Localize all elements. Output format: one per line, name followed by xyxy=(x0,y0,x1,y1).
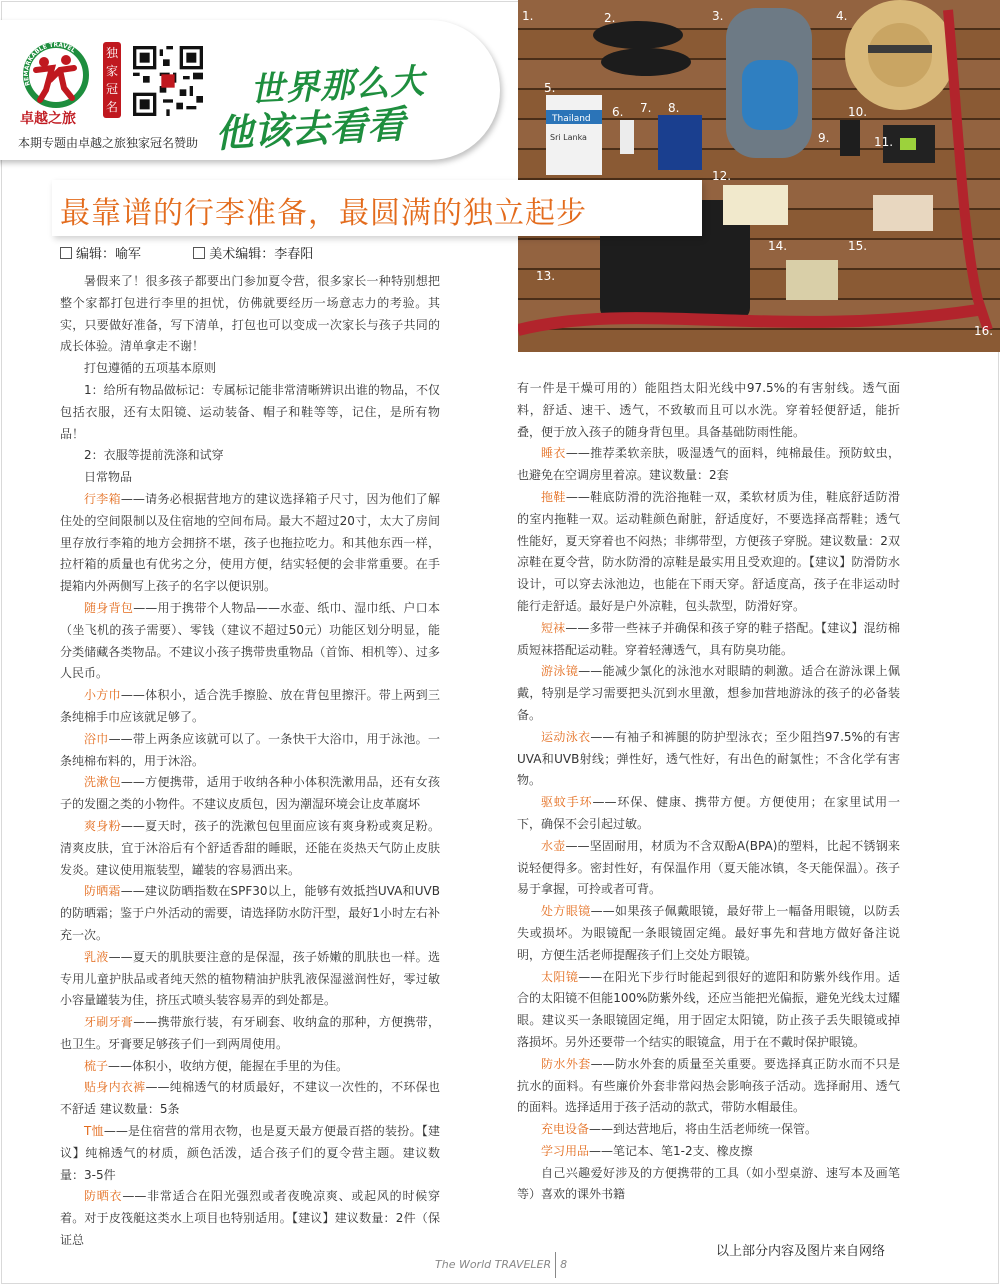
qr-code xyxy=(133,46,203,116)
item-number: 14. xyxy=(768,239,788,253)
item-number: 4. xyxy=(836,9,848,23)
paragraph-text: ——鞋底防滑的洗浴拖鞋一双，柔软材质为佳，鞋底舒适防滑的室内拖鞋一双。运动鞋颜色耐脏，舒适度好，不要选择高帮鞋；透气性能好，夏天穿着也不闷热；非绑带型，方便孩子穿脱。建议数量：2双 凉鞋在夏令营，防水防滑的凉鞋是最实用且受欢迎的。【建议】防滑防水设计，可以穿去泳池边，也能在下雨天穿。舒适度高，孩子在非运动时能行走舒适。最好是户外凉鞋，包头款型，防滑好穿。 xyxy=(517,489,900,613)
art-editor-name: 美术编辑：李春阳 xyxy=(209,247,314,262)
logo-text: 卓越之旅 xyxy=(20,111,76,127)
article-paragraph xyxy=(60,1056,440,1078)
sponsor-banner xyxy=(0,0,500,165)
article-title: 最靠谱的行李准备，最圆满的独立起步 xyxy=(60,196,587,231)
paragraph-text: ——夏天的肌肤要注意的是保湿，孩子娇嫩的肌肤也一样。选专用儿童护肤品或者纯天然的植物精油护肤乳液保湿滋润性好，零过敏小容量罐装为佳，挤压式喷头装容易弄的到处都是。 xyxy=(60,949,440,1008)
article-paragraph xyxy=(60,816,440,881)
slogan xyxy=(214,58,475,156)
right-column xyxy=(517,378,900,1206)
article-paragraph xyxy=(60,947,440,1012)
item-keyword: 随身背包 xyxy=(84,600,134,615)
item-number: 6. xyxy=(612,105,624,119)
item-keyword: 太阳镜 xyxy=(541,969,579,984)
article-paragraph xyxy=(517,901,900,966)
item-number: 8. xyxy=(668,101,680,115)
left-column xyxy=(60,271,440,1252)
flip-flop-2 xyxy=(601,48,691,76)
paragraph-text: ——携带旅行装，有牙刷套、收纳盒的那种，方便携带，也卫生。牙膏要足够孩子们一到两周使用。 xyxy=(60,1015,440,1051)
item-keyword: 学习用品 xyxy=(541,1143,590,1158)
item-keyword: 牙刷牙膏 xyxy=(84,1015,134,1030)
article-paragraph xyxy=(517,443,900,487)
item-keyword: 小方巾 xyxy=(84,688,121,703)
source-note: 以上部分内容及图片来自网络 xyxy=(716,1244,886,1259)
article-paragraph xyxy=(517,836,900,901)
map xyxy=(723,185,788,225)
slogan-line2: 他该去看看 xyxy=(214,102,407,156)
slogan-line1: 世界那么大 xyxy=(249,61,427,111)
editor-credits xyxy=(60,243,313,262)
paragraph-text: ——请务必根据营地方的建议选择箱子尺寸，因为他们了解住处的空间限制以及住宿地的空间布局。最大不超过20寸，太大了房间里存放行李箱的地方会拥挤不堪，孩子也拖拉吃力。和其他东西一样，拉杆箱的质量也有优劣之分，使用方便，结实轻便的会非常重要。在手提箱内外两侧写上孩子的名字以便识别。 xyxy=(60,491,440,594)
article-paragraph xyxy=(60,467,440,489)
paragraph-text: ——能减少氯化的泳池水对眼睛的刺激。适合在游泳课上佩戴，特别是学习需要把头沉到水里激，想参加营地游泳的孩子的必备装备。 xyxy=(517,664,900,722)
item-number: 15. xyxy=(848,239,868,253)
article-paragraph xyxy=(517,1054,900,1119)
article-paragraph xyxy=(517,967,900,1054)
item-number: 3. xyxy=(712,9,724,23)
article-paragraph xyxy=(60,772,440,816)
paragraph-text: 2：衣服等提前洗涤和试穿 xyxy=(84,448,224,463)
sponsor-line: 本期专题由卓越之旅独家冠名赞助 xyxy=(18,136,199,150)
item-keyword: 防晒霜 xyxy=(84,884,121,899)
paragraph-text: ——坚固耐用，材质为不含双酚A(BPA)的塑料，比起不锈钢来说轻便得多。密封性好，有保温作用（夏天能冰镇，冬天能保温）。孩子易于拿握，可拎或者可背。 xyxy=(517,838,900,897)
paragraph-text: ——在阳光下步行时能起到很好的遮阳和防紫外线作用。适合的太阳镜不但能100%防紫外线，还应当能把光偏振，避免光线太过耀眼。建议买一条眼镜固定绳，用于固定太阳镜，防止孩子丢失眼镜或掉落损坏。另外还要带一个结实的眼镜盒，用于在不戴时保护眼镜。 xyxy=(517,969,900,1049)
item-keyword: 梳子 xyxy=(84,1058,109,1073)
item-keyword: 浴巾 xyxy=(84,731,109,746)
title-box xyxy=(52,180,702,236)
item-keyword: 驱蚊手环 xyxy=(541,795,593,810)
paragraph-text: 1：给所有物品做标记：专属标记能非常清晰辨识出谁的物品，不仅包括衣服，还有太阳镜、运动装备、帽子和鞋等等，记住，是所有物品！ xyxy=(60,382,440,441)
article-paragraph xyxy=(60,1121,440,1186)
passport-case xyxy=(658,115,702,170)
phone xyxy=(840,120,860,156)
paragraph-text: ——夏天时，孩子的洗漱包包里面应该有爽身粉或爽足粉。清爽皮肤，宜于沐浴后有个舒适香甜的睡眠，还能在炎热天气防止皮肤发炎。建议使用瓶装型，罐装的容易洒出来。 xyxy=(60,818,440,877)
documents xyxy=(786,260,838,300)
article-paragraph xyxy=(60,729,440,773)
svg-text:REMARKABLE TRAVEL: REMARKABLE TRAVEL xyxy=(22,41,77,87)
item-number: 7. xyxy=(640,101,652,115)
paragraph-text: ——到达营地后，将由生活老师统一保管。 xyxy=(589,1122,818,1137)
paragraph-text: ——非常适合在阳光强烈或者夜晚凉爽、或起风的时候穿着。对于皮筏艇这类水上项目也特别适用。【建议】建议数量：2件（保证总 xyxy=(60,1189,440,1248)
footer-divider xyxy=(555,1252,556,1278)
item-keyword: 拖鞋 xyxy=(541,489,566,504)
paragraph-text: ——带上两条应该就可以了。一条快干大浴巾，用于泳池。一条纯棉布料的，用于沐浴。 xyxy=(60,731,440,768)
cash xyxy=(873,195,933,231)
item-keyword: 乳液 xyxy=(84,949,109,964)
item-keyword: 贴身内衣裤 xyxy=(84,1080,146,1095)
sanitizer-bottle xyxy=(620,120,634,154)
article-paragraph xyxy=(517,727,900,792)
article-paragraph xyxy=(517,487,900,618)
paragraph-text: 有一件是干燥可用的）能阻挡太阳光线中97.5%的有害射线。透气面料，舒适、速干、透气，不致敏而且可以水洗。穿着轻便舒适，能折叠，便于放入孩子的随身背包里。具备基础防雨性能。 xyxy=(517,381,900,439)
paragraph-text: ——方便携带，适用于收纳各种小体积洗漱用品，还有女孩子的发圈之类的小物件。不建议皮质包，因为潮湿环境会让皮革腐坏 xyxy=(60,775,440,812)
item-number: 11. xyxy=(874,135,894,149)
article-paragraph xyxy=(60,1012,440,1056)
paragraph-text: ——用于携带个人物品——水壶、纸巾、湿巾纸、户口本（坐飞机的孩子需要）、零钱（建议不超过50元）功能区划分明显，能分类储藏各类物品。不建议小孩子携带贵重物品（首饰、相机等）、过多人民币。 xyxy=(60,600,440,681)
item-keyword: 游泳镜 xyxy=(541,664,579,679)
item-keyword: 防水外套 xyxy=(541,1056,591,1071)
paragraph-text: ——笔记本、笔1-2支、橡皮擦 xyxy=(589,1143,753,1158)
article-paragraph xyxy=(60,271,440,358)
paragraph-text: ——建议防晒指数在SPF30以上，能够有效抵挡UVA和UVB的防晒霜；鉴于户外活动的需要，请选择防水防汗型，最好1小时左右补充一次。 xyxy=(60,884,440,942)
article-paragraph xyxy=(60,598,440,685)
paragraph-text: ——体积小，适合洗手擦脸、放在背包里擦汗。带上两到三条纯棉手巾应该就足够了。 xyxy=(60,688,440,724)
page-number: 8 xyxy=(560,1258,568,1271)
paragraph-text: ——如果孩子佩戴眼镜，最好带上一幅备用眼镜，以防丢失或损坏。为眼镜配一条眼镜固定绳。最好事先和营地方做好备注说明，方便生活老师提醒孩子们上交处方眼镜。 xyxy=(517,904,900,962)
paragraph-text: 自己兴趣爱好涉及的方便携带的工具（如小型桌游、速写本及画笔等）喜欢的课外书籍 xyxy=(517,1165,900,1202)
article-paragraph xyxy=(60,685,440,729)
page-footer xyxy=(435,1252,567,1278)
article-paragraph xyxy=(517,661,900,726)
checkbox-icon xyxy=(193,247,205,259)
paragraph-text: ——防水外套的质量至关重要。要选择真正防水而不只是抗水的面料。有些廉价外套非常闷热会影响孩子活动。选择耐用、透气的面料。选择适用于孩子活动的款式，带防水帽最佳。 xyxy=(517,1056,900,1115)
item-keyword: 行李箱 xyxy=(84,491,121,506)
article-paragraph xyxy=(517,618,900,662)
paragraph-text: 日常物品 xyxy=(84,470,133,485)
item-number: 13. xyxy=(536,269,556,283)
packing-items-photo xyxy=(518,0,1000,352)
paragraph-text: ——多带一些袜子并确保和孩子穿的鞋子搭配。【建议】混纺棉质短袜搭配运动鞋。穿着轻薄透气，具有防臭功能。 xyxy=(517,620,900,657)
item-keyword: 爽身粉 xyxy=(84,818,121,833)
article-paragraph xyxy=(60,881,440,946)
item-keyword: 运动泳衣 xyxy=(541,729,591,744)
article-paragraph xyxy=(517,1163,900,1207)
article-paragraph xyxy=(517,1141,900,1163)
paragraph-text: ——推荐柔软亲肤，吸湿透气的面料，纯棉最佳。预防蚊虫，也避免在空调房里着凉。建议数量：2套 xyxy=(517,446,900,483)
item-number: 1. xyxy=(522,9,534,23)
item-keyword: 防晒衣 xyxy=(84,1189,123,1204)
item-keyword: 充电设备 xyxy=(541,1122,590,1137)
flip-flop-1 xyxy=(593,21,683,49)
guidebook-title: Thailand xyxy=(552,114,591,124)
item-number: 10. xyxy=(848,105,868,119)
item-keyword: 短袜 xyxy=(541,620,566,635)
item-keyword: T恤 xyxy=(84,1124,104,1139)
item-number: 9. xyxy=(818,131,830,145)
item-number: 5. xyxy=(544,81,556,95)
article-paragraph xyxy=(517,378,900,443)
item-number: 2. xyxy=(604,11,616,25)
article-paragraph xyxy=(60,1186,440,1251)
item-keyword: 洗漱包 xyxy=(84,775,121,790)
paragraph-text: ——是住宿营的常用衣物，也是夏天最方便最百搭的装扮。【建议】纯棉透气的材质，颜色活泼，适合孩子们的夏令营主题。建议数量：3-5件 xyxy=(60,1124,440,1182)
paragraph-text: ——纯棉透气的材质最好，不建议一次性的，不环保也不舒适 建议数量：5条 xyxy=(60,1080,440,1117)
item-keyword: 睡衣 xyxy=(541,446,566,461)
paragraph-text: 打包遵循的五项基本原则 xyxy=(84,361,217,376)
paragraph-text: 暑假来了！很多孩子都要出门参加夏令营，很多家长一种特别想把整个家都打包进行李里的担忧，仿佛就要经历一场意志力的考验。其实，只要做好准备，写下清单，打包也可以变成一次家长与孩子共同的成长体验。清单拿走不谢！ xyxy=(60,274,440,354)
article-paragraph xyxy=(517,1119,900,1141)
article-paragraph xyxy=(60,380,440,445)
guidebook-subtitle: Sri Lanka xyxy=(550,133,587,142)
paragraph-text: ——体积小，收纳方便，能握在手里的为佳。 xyxy=(108,1058,349,1073)
item-number: 12. xyxy=(712,169,732,183)
editor-name: 编辑：喻军 xyxy=(76,247,142,262)
paragraph-text: ——有袖子和裤腿的防护型泳衣；至少阻挡97.5%的有害UVA和UVB射线；弹性好，透气性好，有出色的耐氯性；不含化学有害物。 xyxy=(517,729,900,788)
article-paragraph xyxy=(60,1077,440,1121)
article-paragraph xyxy=(60,489,440,598)
item-keyword: 处方眼镜 xyxy=(541,904,591,919)
article-paragraph xyxy=(60,358,440,380)
article-paragraph xyxy=(517,792,900,836)
paragraph-text: ——环保、健康、携带方便。方便使用；在家里试用一下，确保不会引起过敏。 xyxy=(517,795,900,831)
item-keyword: 水壶 xyxy=(541,838,566,853)
magazine-name: The World TRAVELER xyxy=(435,1258,552,1271)
article-paragraph xyxy=(60,445,440,467)
checkbox-icon xyxy=(60,247,72,259)
item-number: 16. xyxy=(974,324,994,338)
exclusive-sponsor-badge: 独家冠名 xyxy=(103,42,121,118)
